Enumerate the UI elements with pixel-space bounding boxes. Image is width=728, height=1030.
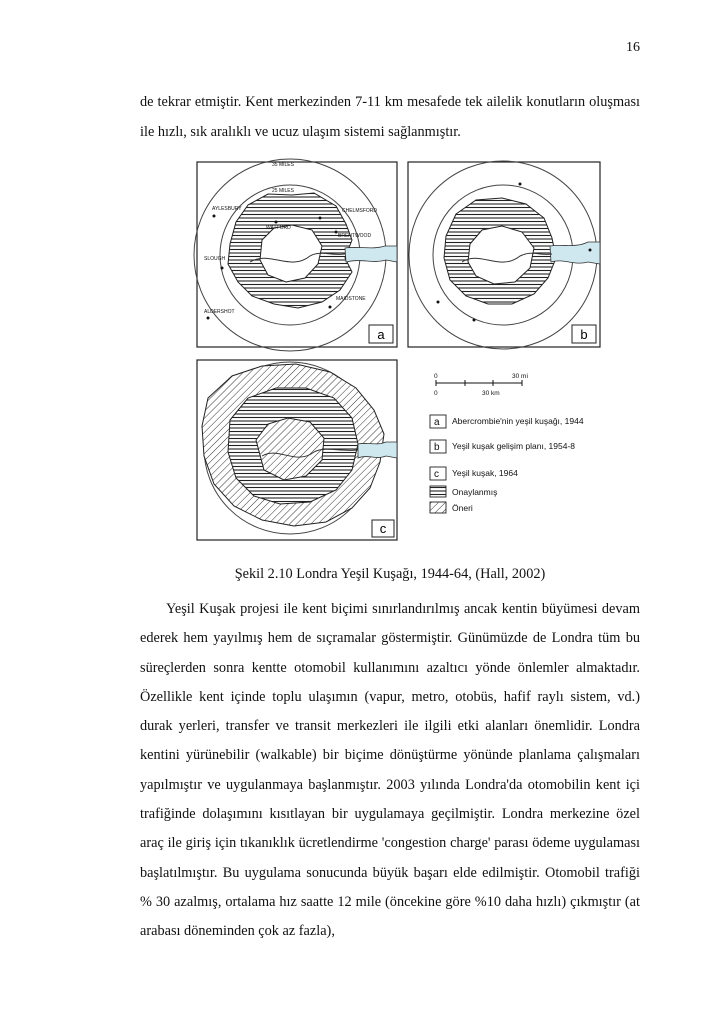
place-aylesbury: AYLESBURY [212, 206, 242, 212]
legend-proposed [430, 502, 473, 513]
svg-text:b: b [434, 442, 440, 453]
place-maidstone: MAIDSTONE [336, 296, 366, 302]
svg-text:0: 0 [434, 390, 438, 397]
svg-text:30 mi: 30 mi [512, 373, 528, 380]
place-brentwood: BRENTWOOD [338, 233, 372, 239]
map-c-panel-label: c [379, 521, 387, 536]
figure-legend [430, 415, 584, 513]
legend-item-b [430, 440, 575, 453]
svg-text:c: c [434, 469, 439, 480]
svg-text:Yeşil kuşak, 1964: Yeşil kuşak, 1964 [452, 468, 518, 478]
map-b-panel-label: b [580, 327, 588, 342]
body-paragraph: Yeşil Kuşak projesi ile kent biçimi sınırlandırılmış ancak kentin büyümesi devam ederek hem yayılmış hem de sıçramalar göstermiştir. Günümüzde de Londra tüm bu süreçlerden sonra kentte otomobil kullanımını azaltıcı yönde önlemler almaktadır. Özellikle kent içinde toplu ulaşımın (vapur, metro, otobüs, hafif raylı sistem, vd.) durak yerleri, transfer ve transit merkezleri ile ilgili etki alanları önemlidir. Londra kentini yürünebilir (walkable) bir biçime dönüştürme yönünde planlama çalışmaları yapılmıştır ve uygulanmaya başlanmıştır. 2003 yılında Londra'da otomobilin kent içi trafiğinde dolaşımını kısıtlayan bir uygulamaya geçilmiştir. Londra merkezine özel araç ile giriş için tıkanıklık ücretlendirme 'congestion charge' parası ödeme uygulaması başlatılmıştır. Bu uygulama sonucunda büyük başarı elde edilmiştir. Otomobil trafiği % 30 azalmış, ortalama hız saatte 12 mile (öncekine göre %10 daha hızlı) çıkmıştır (at arabası döneminden çok az fazla), [140, 601, 640, 940]
svg-text:Öneri: Öneri [452, 503, 473, 513]
map-a-panel-label: a [377, 327, 385, 342]
legend-item-c [430, 467, 518, 480]
map-c [197, 360, 397, 540]
svg-text:Onaylanmış: Onaylanmış [452, 487, 498, 497]
map-b [408, 161, 600, 349]
place-watford: WATFORD [266, 225, 291, 231]
svg-text:Abercrombie'nin yeşil kuşağı,: Abercrombie'nin yeşil kuşağı, 1944 [452, 416, 584, 426]
figure-caption: Şekil 2.10 Londra Yeşil Kuşağı, 1944-64, (Hall, 2002) [234, 566, 546, 582]
svg-text:a: a [434, 417, 440, 428]
legend-approved [430, 486, 497, 497]
map-a [194, 159, 397, 351]
intro-paragraph: de tekrar etmiştir. Kent merkezinden 7-11 km mesafede tek ailelik konutların oluşması ile hızlı, sık aralıklı ve ucuz ulaşım sistemi sağlanmıştır. [140, 94, 640, 140]
svg-text:30 km: 30 km [482, 390, 500, 397]
scale-bar [434, 373, 528, 397]
legend-item-a [430, 415, 584, 428]
place-aldershot: ALDERSHOT [204, 309, 235, 315]
svg-text:0: 0 [434, 373, 438, 380]
place-chelmsford: CHELMSFORD [342, 208, 378, 214]
ring-label-outer: 35 MILES [272, 162, 294, 168]
page-number: 16 [626, 40, 640, 55]
ring-label-inner: 25 MILES [272, 188, 294, 194]
svg-text:Yeşil kuşak gelişim planı, 195: Yeşil kuşak gelişim planı, 1954-8 [452, 441, 576, 451]
place-slough: SLOUGH [204, 256, 226, 262]
